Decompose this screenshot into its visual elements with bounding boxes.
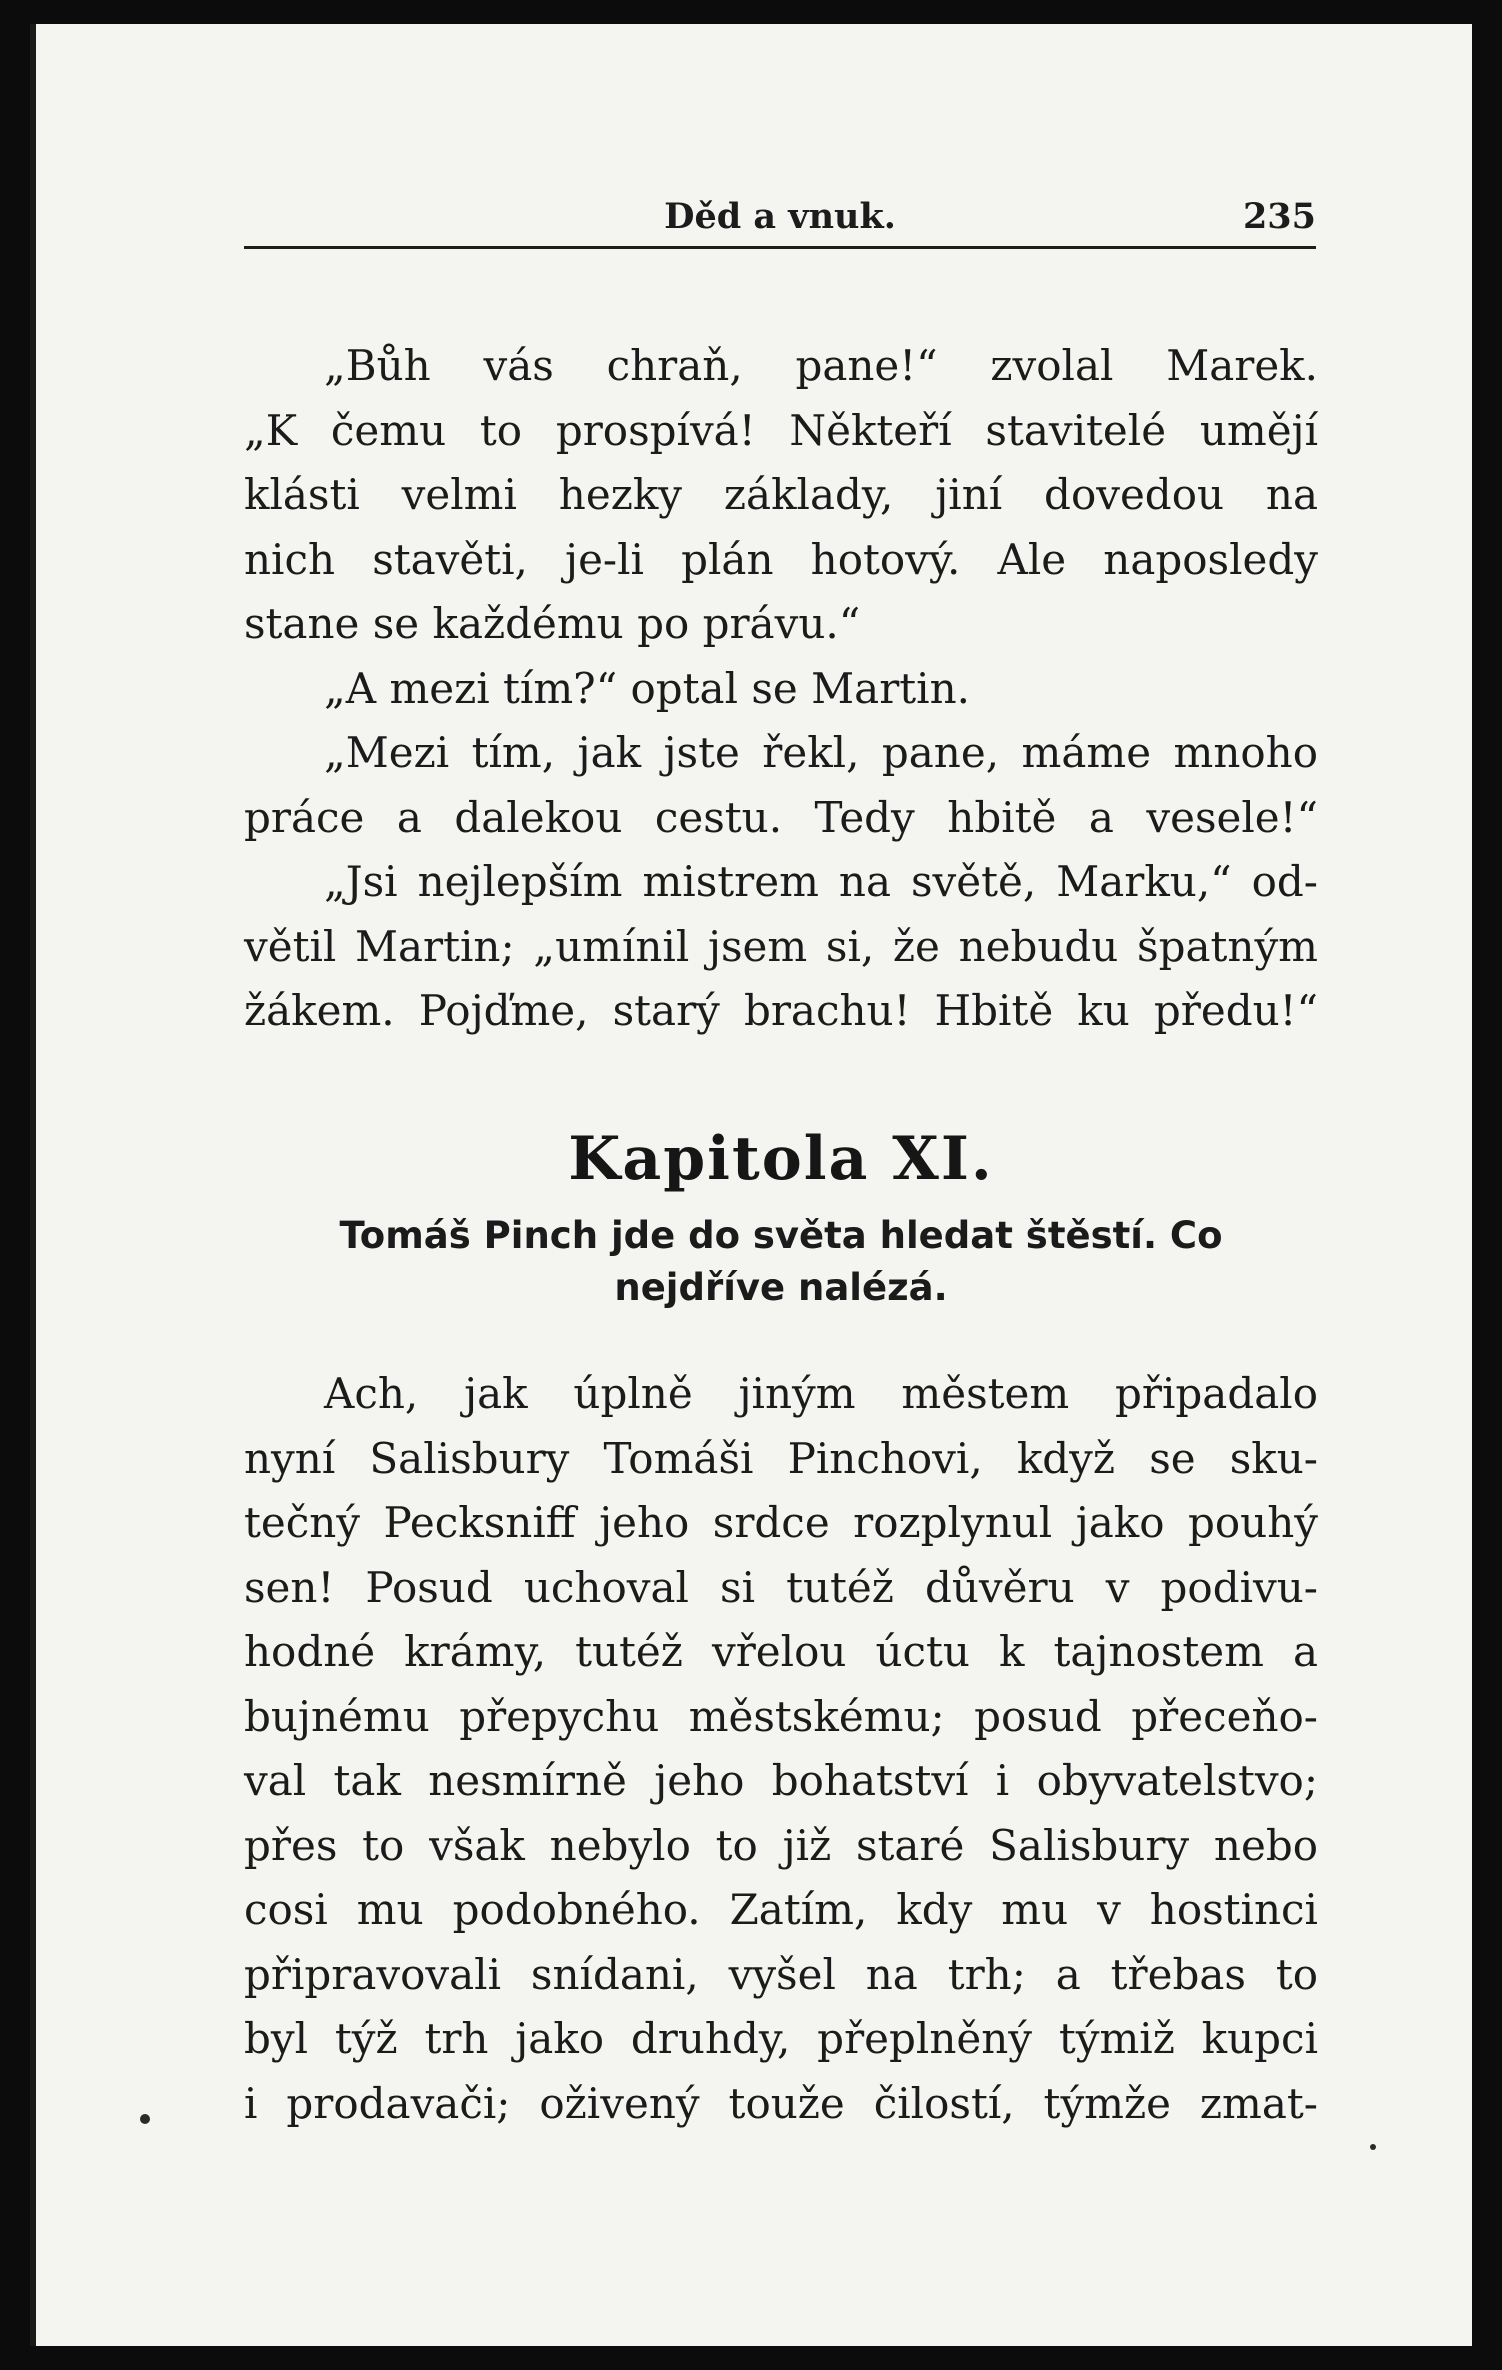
- running-header: [244, 182, 1316, 249]
- page-spine-edge: [30, 24, 36, 2346]
- text-line: tečný Pecksniff jeho srdce rozplynul jako pouhý: [244, 1498, 1318, 1547]
- text-line: „A mezi tím?“ optal se Martin.: [324, 663, 970, 713]
- chapter-subtitle-line: Tomáš Pinch jde do světa hledat štěstí. Co: [339, 1214, 1223, 1257]
- page-number: 235: [1242, 196, 1316, 237]
- text-line: bujnému přepychu městskému; posud přeceňo-: [244, 1691, 1318, 1741]
- text-line: nich stavěti, je-li plán hotový. Ale naposledy: [244, 534, 1318, 584]
- chapter-opening-paragraph: [244, 1362, 1318, 2136]
- text-line: sen! Posud uchoval si tutéž důvěru v podivu-: [244, 1562, 1318, 1612]
- text-line: cosi mu podobného. Zatím, kdy mu v hostinci: [244, 1885, 1318, 1934]
- text-line: nyní Salisbury Tomáši Pinchovi, když se sku-: [244, 1433, 1318, 1483]
- text-line: val tak nesmírně jeho bohatství i obyvatelstvo;: [244, 1756, 1318, 1805]
- text-line: klásti velmi hezky základy, jiní dovedou na: [244, 470, 1318, 519]
- text-line: „Bůh vás chraň, pane!“ zvolal Marek.: [324, 341, 1318, 390]
- text-line: „Jsi nejlepším mistrem na světě, Marku,“ od-: [324, 857, 1318, 906]
- text-line: byl týž trh jako druhdy, přeplněný týmiž kupci: [244, 2014, 1318, 2063]
- text-line: Ach, jak úplně jiným městem připadalo: [324, 1369, 1318, 1418]
- book-page: [30, 24, 1472, 2346]
- text-line: přes to však nebylo to již staré Salisbury nebo: [244, 1820, 1318, 1870]
- dialogue-block: [244, 334, 1318, 1044]
- text-line: i prodavači; oživený touže čilostí, týmže zmat-: [244, 2078, 1318, 2128]
- chapter-subtitle-line: nejdříve nalézá.: [614, 1266, 948, 1309]
- scan-speck: [140, 2114, 150, 2124]
- text-line: žákem. Pojďme, starý brachu! Hbitě ku předu!“: [244, 986, 1318, 1035]
- chapter-subtitle: [244, 1210, 1318, 1314]
- text-line: „K čemu to prospívá! Někteří stavitelé umějí: [244, 405, 1318, 455]
- scan-speck: [1370, 2144, 1376, 2150]
- text-line: „Mezi tím, jak jste řekl, pane, máme mnoho: [324, 728, 1318, 777]
- text-line: větil Martin; „umínil jsem si, že nebudu špatným: [244, 921, 1318, 971]
- text-line: připravovali snídani, vyšel na trh; a třebas to: [244, 1949, 1318, 1999]
- text-line: stane se každému po právu.“: [244, 599, 861, 648]
- running-title: Děd a vnuk.: [664, 196, 896, 237]
- chapter-title: Kapitola XI.: [568, 1124, 994, 1194]
- text-line: práce a dalekou cestu. Tedy hbitě a vesele!“: [244, 792, 1318, 842]
- text-line: hodné krámy, tutéž vřelou úctu k tajnostem a: [244, 1627, 1318, 1676]
